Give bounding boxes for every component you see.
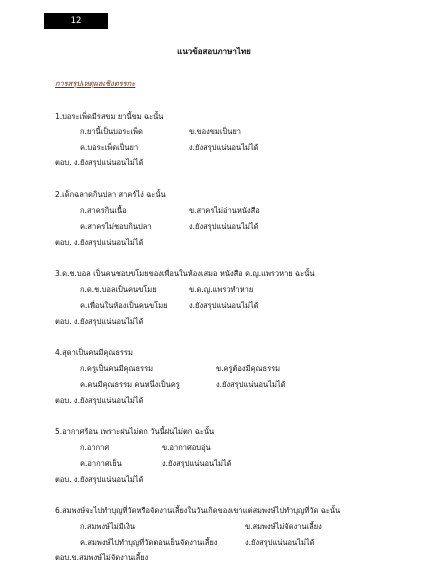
q2-option-b: ข.สาครไม่อ่านหนังสือ [189, 206, 260, 215]
q3-option-c: ค.เพื่อนในห้องเป็นคนขโมย [80, 301, 168, 310]
q1-option-c: ค.บอระเพ็ดเป็นยา [80, 143, 139, 152]
q6-option-a: ก.สมพงษ์ไม่มีเงิน [80, 522, 136, 531]
q5-option-a: ก.อากาศ [80, 443, 110, 452]
q1-option-d: ง.ยังสรุปแน่นอนไม่ได้ [189, 143, 259, 152]
q2-option-a: ก.สาครกินเนื้อ [80, 206, 127, 215]
q4-option-a: ก.ครูเป็นคนมีคุณธรรม [80, 364, 154, 373]
q6-answer: ตอบ.ข.สมพงษ์ไม่จัดงานเลี้ยง [55, 553, 149, 562]
q3-option-b: ข.ด.ญ.แพรวทำหาย [189, 285, 254, 294]
q5-option-c: ค.อากาศเย็น [80, 459, 122, 468]
q1-answer: ตอบ. ง.ยังสรุปแน่นอนไม่ได้ [55, 158, 144, 167]
q1-option-b: ข.ของขมเป็นยา [189, 127, 241, 136]
q3-option-d: ง.ยังสรุปแน่นอนไม่ได้ [189, 301, 259, 310]
q5-option-b: ข.อากาศอบอุ่น [162, 443, 211, 452]
q2-option-d: ง.ยังสรุปแน่นอนไม่ได้ [189, 222, 259, 231]
q4-answer: ตอบ. ง.ยังสรุปแน่นอนไม่ได้ [55, 396, 144, 405]
question-1: 1.บอระเพ็ดมีรสขม ยานี้ขม ฉะนั้น [55, 112, 164, 121]
q6-option-b: ข.สมพงษ์ไม่จัดงานเลี้ยง [245, 522, 322, 531]
page-number: 12 [44, 13, 108, 29]
q1-option-a: ก.ยานี้เป็นบอระเพ็ด [80, 127, 143, 136]
q3-option-a: ก.ด.ช.บอลเป็นคนขโมย [80, 285, 157, 294]
q6-option-d: ง.ยังสรุปแน่นอนไม่ได้ [245, 538, 315, 547]
q3-answer: ตอบ. ง.ยังสรุปแน่นอนไม่ได้ [55, 317, 144, 326]
question-3: 3.ด.ช.บอล เป็นคนชอบขโมยของเพื่อนในห้องเสมอ หนังสือ ด.ญ.แพรวหาย ฉะนั้น [55, 269, 315, 278]
q4-option-d: ง.ยังสรุปแน่นอนไม่ได้ [216, 380, 286, 389]
q2-option-c: ค.สาครไม่ชอบกินปลา [80, 222, 152, 231]
page-title: แนวข้อสอบภาษาไทย [177, 47, 251, 56]
q2-answer: ตอบ. ง.ยังสรุปแน่นอนไม่ได้ [55, 238, 144, 247]
q4-option-c: ค.คนมีคุณธรรม คนหนึ่งเป็นครู [80, 380, 180, 389]
q4-option-b: ข.ครูต้องมีคุณธรรม [216, 364, 281, 373]
question-4: 4.สุดาเป็นคนมีคุณธรรม [55, 348, 133, 357]
q5-option-d: ง.ยังสรุปแน่นอนไม่ได้ [162, 459, 232, 468]
question-5: 5.อากาศร้อน เพราะฝนไม่ตก วันนี้ฝนไม่ตก ฉะนั้น [55, 427, 215, 436]
question-6: 6.สมพงษ์จะไปทำบุญที่วัดหรือจัดงานเลี้ยงในวันเกิดของเขาแต่สมพงษ์ไปทำบุญที่วัด ฉะนั้น [55, 506, 341, 515]
question-2: 2.เด็กฉลาดกินปลา สาคร์ไง่ ฉะนั้น [55, 190, 166, 199]
q6-option-c: ค.สมพงษ์ไปทำบุญที่วัดตอนเย็นจัดงานเลี้ยง [80, 538, 218, 547]
q5-answer: ตอบ. ง.ยังสรุปแน่นอนไม่ได้ [55, 475, 144, 484]
section-heading: การสรุปเหตุผลเชิงตรรกะ [55, 79, 136, 88]
